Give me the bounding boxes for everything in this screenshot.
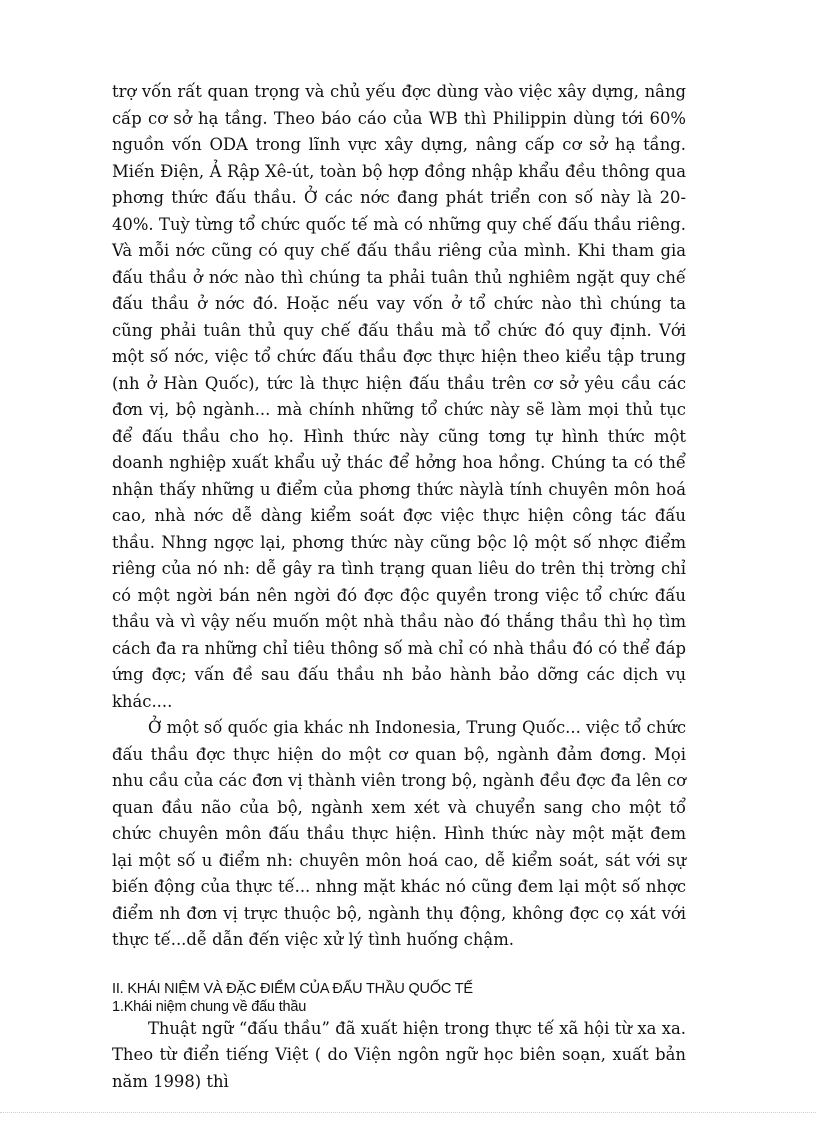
body-paragraph-3: Thuật ngữ “đấu thầu” đã xuất hiện trong thực tế xã hội từ xa xa. Theo từ điển tiếng Việt ( do Viện ngôn ngữ học biên soạn, xuất bản năm 1998) thì [112,1018,686,1091]
body-paragraph-1: trợ vốn rất quan trọng và chủ yếu đợc dùng vào việc xây dựng, nâng cấp cơ sở hạ tầng. Theo báo cáo của WB thì Philippin dùng tới 60% nguồn vốn ODA trong lĩnh vực xây dựng, nâng cấp cơ sở hạ tầng. Miến Điện, Ả Rập Xê-út, toàn bộ hợp đồng nhập khẩu đều thông qua phơng thức đấu thầu. Ở các nớc đang phát triển con số này là 20-40%. Tuỳ từng tổ chức quốc tế mà có những quy chế đấu thầu riêng. Và mỗi nớc cũng có quy chế đấu thầu riêng của mình. Khi tham gia đấu thầu ở nớc nào thì chúng ta phải tuân thủ nghiêm ngặt quy chế đấu thầu ở nớc đó. Hoặc nếu vay vốn ở tổ chức nào thì chúng ta cũng phải tuân thủ quy chế đấu thầu mà tổ chức đó quy định. Với một số nớc, việc tổ chức đấu thầu đợc thực hiện theo kiểu tập trung (nh ở Hàn Quốc), tức là thực hiện đấu thầu trên cơ sở yêu cầu các đơn vị, bộ ngành... mà chính những tổ chức này sẽ làm mọi thủ tục để đấu thầu cho họ. Hình thức này cũng tơng tự hình thức một doanh nghiệp xuất khẩu uỷ thác để hởng hoa hồng. Chúng ta có thể nhận thấy những u điểm của phơng thức nàylà tính chuyên môn hoá cao, nhà nớc dễ dàng kiểm soát đợc việc thực hiện công tác đấu thầu. Nhng ngợc lại, phơng thức này cũng bộc lộ một số nhợc điểm riêng của nó nh: dễ gây ra tình trạng quan liêu do trên thị trờng chỉ có một ngời bán nên ngời đó đợc độc quyền trong việc tổ chức đấu thầu và vì vậy nếu muốn một nhà thầu nào đó thắng thầu thì họ tìm cách đa ra những chỉ tiêu thông số mà chỉ có nhà thầu đó có thể đáp ứng đợc; vấn đề sau đấu thầu nh bảo hành bảo dỡng các dịch vụ khác.... [112,82,686,711]
section-heading: II. KHÁI NIỆM VÀ ĐẶC ĐIỂM CỦA ĐẤU THẦU QUỐC TẾ [112,980,473,997]
document-body [112,79,686,1095]
subsection-heading: 1.Khái niệm chung về đấu thầu [112,998,307,1015]
body-paragraph-2: Ở một số quốc gia khác nh Indonesia, Trung Quốc... việc tổ chức đấu thầu đợc thực hiện do một cơ quan bộ, ngành đảm đơng. Mọi nhu cầu của các đơn vị thành viên trong bộ, ngành đều đợc đa lên cơ quan đầu não của bộ, ngành xem xét và chuyển sang cho một tổ chức chuyên môn đấu thầu thực hiện. Hình thức này một mặt đem lại một số u điểm nh: chuyên môn hoá cao, dễ kiểm soát, sát với sự biến động của thực tế... nhng mặt khác nó cũng đem lại một số nhợc điểm nh đơn vị trực thuộc bộ, ngành thụ động, không đợc cọ xát với thực tế...dễ dẫn đến việc xử lý tình huống chậm. [112,718,686,949]
section-heading-block [112,980,686,1016]
page-bottom-divider [0,1112,816,1113]
